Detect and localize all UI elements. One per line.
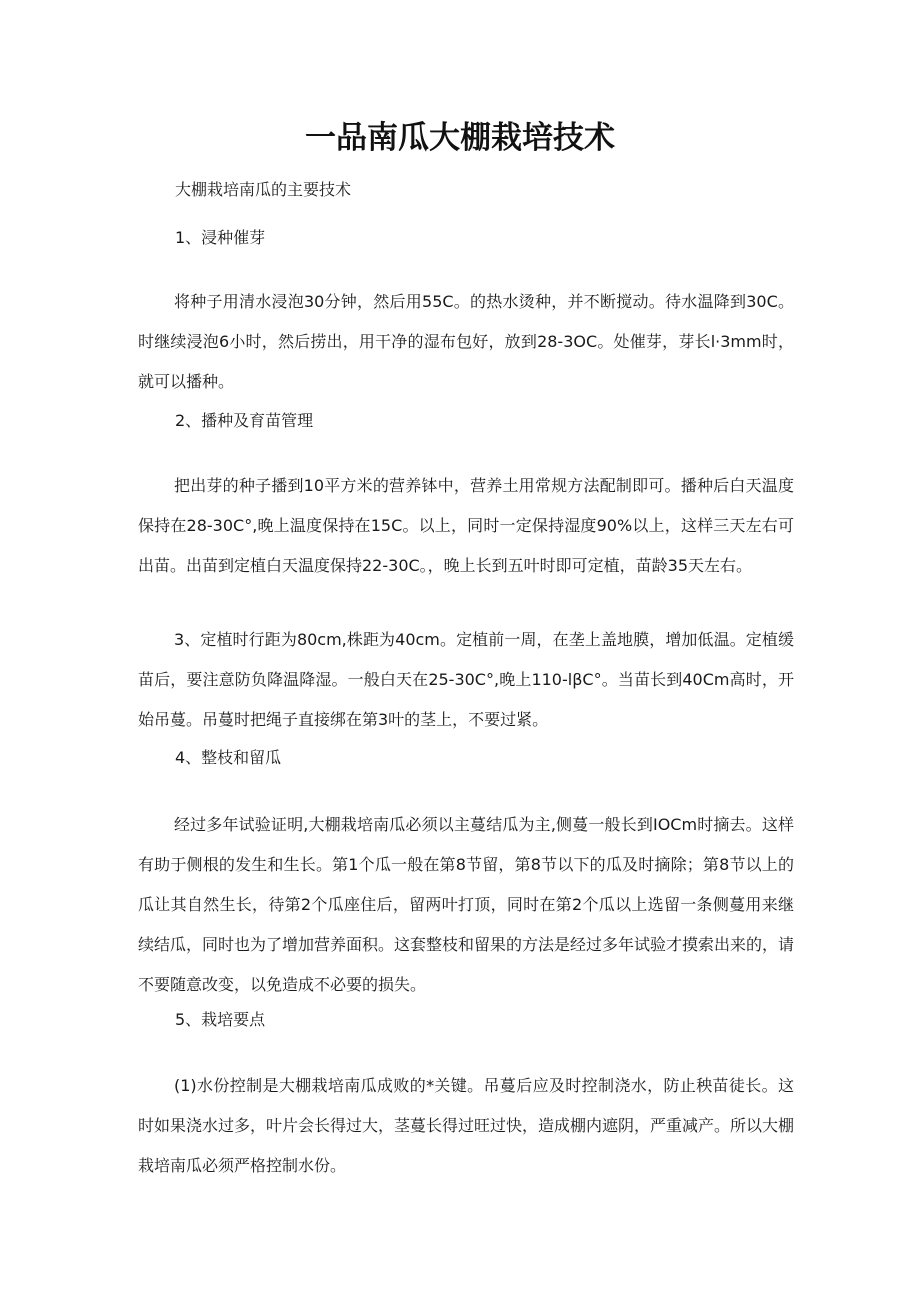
section-5-paragraph-1: (1)水份控制是大棚栽培南瓜成败的*关键。吊蔓后应及时控制浇水，防止秧苗徒长。这时如果浇水过多，叶片会长得过大，茎蔓长得过旺过快，造成棚内遮阴，严重减产。所以大棚栽培南瓜必须严格控制水份。 <box>138 1076 795 1175</box>
section-2-paragraph-2: 3、定植时行距为80cm,株距为40cm。定植前一周，在垄上盖地膜，增加低温。定植缓苗后，要注意防负降温降湿。一般白天在25-30C°,晚上110-lβC°。当苗长到40Cm高时，开始吊蔓。吊蔓时把绳子直接绑在第3叶的茎上，不要过紧。 <box>138 630 794 729</box>
section-4-paragraph-1: 经过多年试验证明,大棚栽培南瓜必须以主蔓结瓜为主,侧蔓一般长到IOCm时摘去。这样有助于侧根的发生和生长。第1个瓜一般在第8节留，第8节以下的瓜及时摘除；第8节以上的瓜让其自然生长，待第2个瓜座住后，留两叶打顶，同时在第2个瓜以上选留一条侧蔓用来继续结瓜，同时也为了增加营养面积。这套整枝和留果的方法是经过多年试验才摸索出来的，请不要随意改变，以免造成不必要的损失。 <box>138 815 795 994</box>
section-heading-2: 2、播种及育苗管理 <box>175 411 314 430</box>
section-heading-1: 1、浸种催芽 <box>175 228 266 247</box>
section-heading-4: 4、整枝和留瓜 <box>175 748 282 767</box>
document-title: 一品南瓜大棚栽培技术 <box>305 120 615 156</box>
section-2-paragraph-1: 把出芽的种子播到10平方米的营养钵中，营养土用常规方法配制即可。播种后白天温度保持在28-30C°,晚上温度保持在15C。以上，同时一定保持湿度90%以上，这样三天左右可出苗。出苗到定植白天温度保持22-30C。，晚上长到五叶时即可定植，苗龄35天左右。 <box>138 476 794 575</box>
section-heading-5: 5、栽培要点 <box>175 1010 266 1029</box>
section-1-paragraph-1: 将种子用清水浸泡30分钟，然后用55C。的热水烫种，并不断搅动。待水温降到30C。时继续浸泡6小时，然后捞出，用干净的湿布包好，放到28-3OC。处催芽，芽长l·3mm时，就可以播种。 <box>138 292 794 391</box>
document-subtitle: 大棚栽培南瓜的主要技术 <box>175 180 352 199</box>
